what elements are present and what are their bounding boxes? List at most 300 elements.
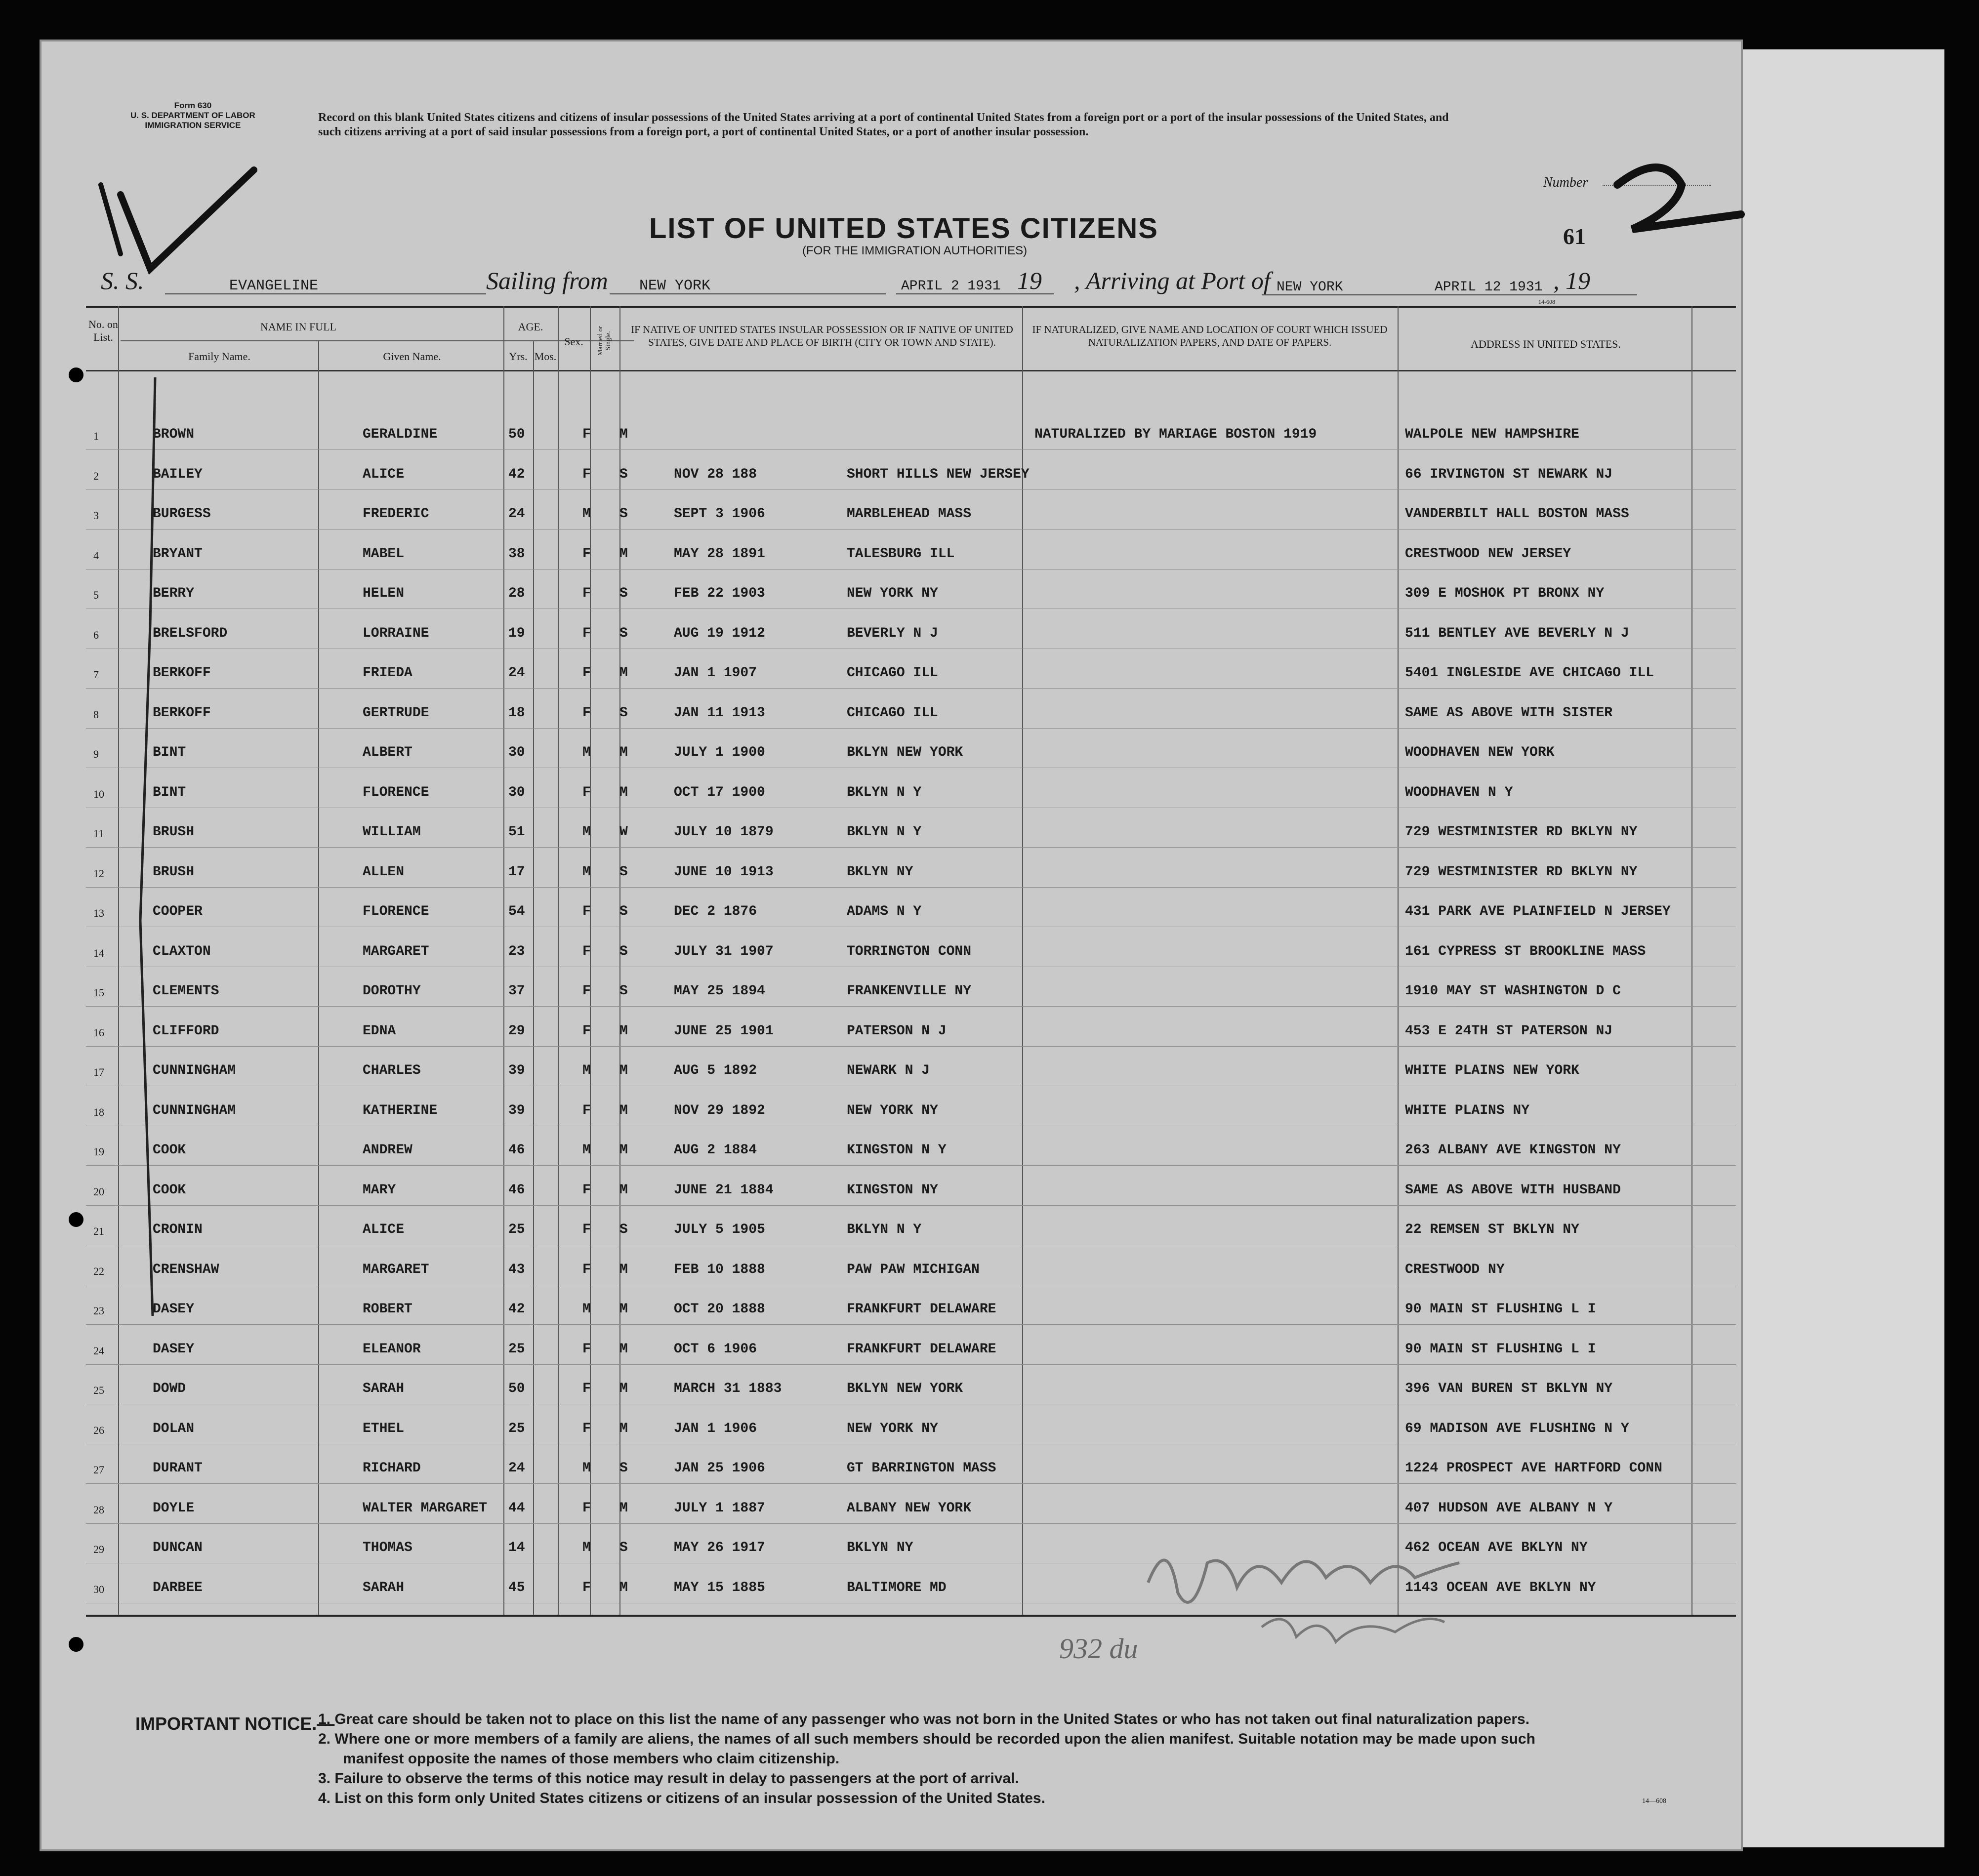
us-address: SAME AS ABOVE WITH SISTER — [1405, 705, 1613, 721]
family-name: BRYANT — [153, 546, 203, 562]
row-number: 16 — [93, 1026, 104, 1039]
birth-place: FRANKENVILLE NY — [847, 983, 972, 999]
age-years: 50 — [508, 427, 525, 442]
row-number: 10 — [93, 787, 104, 800]
birth-place: CHICAGO ILL — [847, 665, 938, 681]
row-ruling — [86, 1324, 1736, 1325]
sex: F — [582, 1381, 591, 1396]
family-name: DARBEE — [153, 1580, 203, 1595]
birth-date: DEC 2 1876 — [674, 904, 757, 919]
department-name: U. S. DEPARTMENT OF LABOR — [130, 111, 255, 120]
birth-date: NOV 28 188 — [674, 466, 757, 482]
birth-date: FEB 22 1903 — [674, 586, 765, 601]
service-name: IMMIGRATION SERVICE — [145, 121, 241, 130]
col-divider-no — [118, 306, 119, 1615]
notice-item-2-continued: manifest opposite the names of those members who claim citizenship. — [343, 1751, 840, 1767]
family-name: BINT — [153, 745, 186, 760]
age-years: 14 — [508, 1540, 525, 1555]
header-birth: IF NATIVE OF UNITED STATES INSULAR POSSESSION OR IF NATIVE OF UNITED STATES, GIVE DATE AND PLACE OF BIRTH (CITY OR TOWN AND STATE). — [631, 324, 1013, 348]
sex: F — [582, 1102, 591, 1118]
row-ruling — [86, 887, 1736, 888]
birth-date: JAN 1 1906 — [674, 1421, 757, 1436]
row-number: 29 — [93, 1543, 104, 1555]
birth-place: TORRINGTON CONN — [847, 943, 972, 959]
marital-status: S — [619, 1222, 628, 1237]
sex: F — [582, 705, 591, 721]
age-years: 38 — [508, 546, 525, 562]
marital-status: M — [619, 1500, 628, 1516]
row-number: 7 — [93, 668, 99, 681]
sailing-label: Sailing from — [486, 267, 608, 294]
page-title: LIST OF UNITED STATES CITIZENS — [649, 212, 1158, 245]
birth-date: JULY 10 1879 — [674, 824, 774, 840]
birth-place: NEW YORK NY — [847, 1421, 938, 1436]
age-years: 37 — [508, 983, 525, 999]
given-name: RICHARD — [363, 1461, 421, 1476]
sex: F — [582, 784, 591, 800]
us-address: 66 IRVINGTON ST NEWARK NJ — [1405, 466, 1613, 482]
arrival-port-underline — [1262, 294, 1430, 295]
family-name: BROWN — [153, 427, 195, 442]
us-address: 729 WESTMINISTER RD BKLYN NY — [1405, 824, 1638, 840]
row-number: 26 — [93, 1424, 104, 1436]
birth-date: MAY 15 1885 — [674, 1580, 765, 1595]
given-name: THOMAS — [363, 1540, 412, 1555]
birth-date: JAN 25 1906 — [674, 1461, 765, 1476]
row-ruling — [86, 847, 1736, 848]
row-number: 8 — [93, 708, 99, 721]
sex: M — [582, 1063, 591, 1078]
row-number: 15 — [93, 986, 104, 999]
birth-place: TALESBURG ILL — [847, 546, 955, 562]
family-name: BRUSH — [153, 824, 195, 840]
birth-place: CHICAGO ILL — [847, 705, 938, 721]
family-name: CLAXTON — [153, 943, 211, 959]
family-name: COOK — [153, 1142, 186, 1158]
ship-underline — [165, 293, 486, 294]
marital-status: S — [619, 864, 628, 880]
form-identifier — [130, 101, 255, 130]
sex: F — [582, 1182, 591, 1198]
age-years: 19 — [508, 625, 525, 641]
row-number: 19 — [93, 1145, 104, 1158]
marital-status: M — [619, 1421, 628, 1436]
birth-date: JUNE 21 1884 — [674, 1182, 774, 1198]
family-name: BINT — [153, 784, 186, 800]
birth-place: BKLYN NY — [847, 1540, 913, 1555]
given-name: FLORENCE — [363, 784, 429, 800]
manifest-page — [40, 40, 1743, 1851]
sex: M — [582, 506, 591, 522]
sex: M — [582, 1540, 591, 1555]
sex: M — [582, 745, 591, 760]
form-number: Form 630 — [174, 101, 212, 110]
us-address: 453 E 24TH ST PATERSON NJ — [1405, 1023, 1613, 1039]
col-divider-given — [503, 306, 504, 1615]
row-number: 25 — [93, 1384, 104, 1396]
us-address: 90 MAIN ST FLUSHING L I — [1405, 1341, 1596, 1357]
birth-date: JAN 1 1907 — [674, 665, 757, 681]
age-years: 39 — [508, 1063, 525, 1078]
birth-place: BKLYN NY — [847, 864, 913, 880]
marital-status: S — [619, 466, 628, 482]
header-family-name: Family Name. — [188, 350, 250, 363]
birth-date: JULY 1 1887 — [674, 1500, 765, 1516]
birth-date: OCT 20 1888 — [674, 1302, 765, 1317]
marital-status: M — [619, 665, 628, 681]
year-label-2: , 19 — [1553, 267, 1590, 294]
birth-place: GT BARRINGTON MASS — [847, 1461, 996, 1476]
table-top-border — [86, 306, 1736, 308]
birth-place: FRANKFURT DELAWARE — [847, 1341, 996, 1357]
marital-status: M — [619, 1182, 628, 1198]
age-years: 44 — [508, 1500, 525, 1516]
given-name: GERTRUDE — [363, 705, 429, 721]
family-name: CRONIN — [153, 1222, 203, 1237]
given-name: ROBERT — [363, 1302, 412, 1317]
family-name: DOLAN — [153, 1421, 195, 1436]
row-number: 9 — [93, 748, 99, 760]
given-name: ELEANOR — [363, 1341, 421, 1357]
birth-place: BKLYN NEW YORK — [847, 745, 963, 760]
given-name: CHARLES — [363, 1063, 421, 1078]
given-name: FLORENCE — [363, 904, 429, 919]
sex: M — [582, 824, 591, 840]
birth-date: MAY 26 1917 — [674, 1540, 765, 1555]
marital-status: M — [619, 1580, 628, 1595]
page-subtitle: (FOR THE IMMIGRATION AUTHORITIES) — [802, 244, 1028, 257]
family-name: BRELSFORD — [153, 625, 228, 641]
sex: F — [582, 904, 591, 919]
sex: M — [582, 1142, 591, 1158]
row-number: 27 — [93, 1464, 104, 1476]
family-name: BAILEY — [153, 466, 203, 482]
sex: F — [582, 466, 591, 482]
age-years: 29 — [508, 1023, 525, 1039]
us-address: 5401 INGLESIDE AVE CHICAGO ILL — [1405, 665, 1654, 681]
row-ruling — [86, 728, 1736, 729]
us-address: 309 E MOSHOK PT BRONX NY — [1405, 586, 1605, 601]
family-name: COOPER — [153, 904, 203, 919]
row-ruling — [86, 489, 1736, 490]
age-years: 25 — [508, 1341, 525, 1357]
header-married-single: Married or Single. — [597, 326, 612, 356]
row-ruling — [86, 569, 1736, 570]
sex: F — [582, 546, 591, 562]
birth-place: FRANKFURT DELAWARE — [847, 1302, 996, 1317]
row-ruling — [86, 1046, 1736, 1047]
age-years: 28 — [508, 586, 525, 601]
notice-item-2: 2. Where one or more members of a family are aliens, the names of all such members should be recorded upon the alien manifest. Suitable notation may be made upon such — [318, 1731, 1535, 1747]
row-ruling — [86, 1006, 1736, 1007]
birth-place: BKLYN NEW YORK — [847, 1381, 963, 1396]
birth-date: MAY 25 1894 — [674, 983, 765, 999]
family-name: DASEY — [153, 1302, 195, 1317]
row-ruling — [86, 1483, 1736, 1484]
age-years: 51 — [508, 824, 525, 840]
row-ruling — [86, 1364, 1736, 1365]
header-no: No. on List. — [88, 318, 118, 343]
age-years: 25 — [508, 1421, 525, 1436]
handwritten-number-2 — [1603, 155, 1751, 254]
us-address: 263 ALBANY AVE KINGSTON NY — [1405, 1142, 1621, 1158]
us-address: 407 HUDSON AVE ALBANY N Y — [1405, 1500, 1613, 1516]
number-label: Number — [1543, 175, 1588, 190]
age-years: 25 — [508, 1222, 525, 1237]
birth-place: BALTIMORE MD — [847, 1580, 947, 1595]
given-name: MARY — [363, 1182, 396, 1198]
header-bottom-border — [86, 370, 1736, 371]
col-divider-address — [1691, 306, 1692, 1615]
sex: F — [582, 665, 591, 681]
row-number: 14 — [93, 946, 104, 959]
row-number: 1 — [93, 430, 99, 442]
notice-item-3: 3. Failure to observe the terms of this notice may result in delay to passengers at the port of arrival. — [318, 1770, 1019, 1787]
given-name: DOROTHY — [363, 983, 421, 999]
sex: F — [582, 1023, 591, 1039]
us-address: 431 PARK AVE PLAINFIELD N JERSEY — [1405, 904, 1671, 919]
birth-date: AUG 5 1892 — [674, 1063, 757, 1078]
birth-place: BKLYN N Y — [847, 824, 922, 840]
given-name: ETHEL — [363, 1421, 405, 1436]
sex: F — [582, 1262, 591, 1277]
age-years: 46 — [508, 1182, 525, 1198]
header-address: ADDRESS IN UNITED STATES. — [1471, 338, 1621, 350]
us-address: CRESTWOOD NEW JERSEY — [1405, 546, 1571, 562]
us-address: VANDERBILT HALL BOSTON MASS — [1405, 506, 1629, 522]
marital-status: S — [619, 943, 628, 959]
row-number: 5 — [93, 589, 99, 601]
binder-hole — [69, 1637, 83, 1652]
birth-date: JULY 1 1900 — [674, 745, 765, 760]
not-admitted-stamp — [125, 377, 185, 437]
row-number: 18 — [93, 1105, 104, 1118]
given-name: SARAH — [363, 1381, 405, 1396]
arrival-date-underline — [1430, 294, 1637, 295]
us-address: 396 VAN BUREN ST BKLYN NY — [1405, 1381, 1613, 1396]
birth-place: BEVERLY N J — [847, 625, 938, 641]
marital-status: M — [619, 546, 628, 562]
marital-status: M — [619, 1102, 628, 1118]
handwritten-check-mark — [91, 155, 298, 284]
header-sub-divider — [121, 340, 634, 341]
col-divider-naturalized — [1398, 306, 1399, 1615]
sex: F — [582, 943, 591, 959]
binder-hole — [69, 367, 83, 382]
family-name: CUNNINGHAM — [153, 1063, 236, 1078]
marital-status: S — [619, 983, 628, 999]
birth-place: NEWARK N J — [847, 1063, 930, 1078]
birth-place: BKLYN N Y — [847, 784, 922, 800]
marital-status: M — [619, 1341, 628, 1357]
birth-date: AUG 2 1884 — [674, 1142, 757, 1158]
us-address: 462 OCEAN AVE BKLYN NY — [1405, 1540, 1588, 1555]
given-name: HELEN — [363, 586, 405, 601]
sex: M — [582, 1461, 591, 1476]
sailing-date: APRIL 2 1931 — [901, 279, 1001, 294]
given-name: ALICE — [363, 466, 405, 482]
birth-place: PAW PAW MICHIGAN — [847, 1262, 980, 1277]
marital-status: M — [619, 427, 628, 442]
header-mos: Mos. — [534, 350, 557, 363]
arriving-label: , Arriving at Port of — [1074, 267, 1271, 294]
binder-hole — [69, 1212, 83, 1227]
row-ruling — [86, 449, 1736, 450]
birth-place: KINGSTON N Y — [847, 1142, 947, 1158]
inspector-signature — [1138, 1523, 1484, 1672]
given-name: ALLEN — [363, 864, 405, 880]
marital-status: W — [619, 824, 628, 840]
marital-status: M — [619, 1023, 628, 1039]
age-years: 30 — [508, 784, 525, 800]
arrival-date: APRIL 12 1931 — [1435, 280, 1543, 295]
birth-date: OCT 17 1900 — [674, 784, 765, 800]
family-name: DOWD — [153, 1381, 186, 1396]
birth-date: JUNE 10 1913 — [674, 864, 774, 880]
header-naturalized: IF NATURALIZED, GIVE NAME AND LOCATION OF COURT WHICH ISSUED NATURALIZATION PAPERS, AND DATE OF PAPERS. — [1032, 324, 1388, 348]
us-address: WHITE PLAINS NEW YORK — [1405, 1063, 1579, 1078]
birth-place: NEW YORK NY — [847, 586, 938, 601]
age-years: 39 — [508, 1102, 525, 1118]
us-address: 1224 PROSPECT AVE HARTFORD CONN — [1405, 1461, 1662, 1476]
marital-status: M — [619, 745, 628, 760]
age-years: 43 — [508, 1262, 525, 1277]
sailing-port: NEW YORK — [639, 278, 711, 294]
given-name: WILLIAM — [363, 824, 421, 840]
sex: F — [582, 983, 591, 999]
us-address: 90 MAIN ST FLUSHING L I — [1405, 1302, 1596, 1317]
given-name: FREDERIC — [363, 506, 429, 522]
us-address: 69 MADISON AVE FLUSHING N Y — [1405, 1421, 1629, 1436]
family-name: DASEY — [153, 1341, 195, 1357]
col-divider-married — [619, 306, 620, 1615]
birth-place: BKLYN N Y — [847, 1222, 922, 1237]
marital-status: S — [619, 705, 628, 721]
ss-label: S. S. — [101, 267, 144, 294]
age-years: 46 — [508, 1142, 525, 1158]
sex: M — [582, 864, 591, 880]
birth-place: NEW YORK NY — [847, 1102, 938, 1118]
birth-date: SEPT 3 1906 — [674, 506, 765, 522]
row-number: 6 — [93, 628, 99, 641]
printer-code: 14-608 — [1538, 298, 1555, 305]
us-address: 511 BENTLEY AVE BEVERLY N J — [1405, 625, 1629, 641]
given-name: EDNA — [363, 1023, 396, 1039]
age-years: 23 — [508, 943, 525, 959]
us-address: WHITE PLAINS NY — [1405, 1102, 1530, 1118]
row-number: 30 — [93, 1583, 104, 1595]
birth-date: JAN 11 1913 — [674, 705, 765, 721]
list-number: 61 — [1563, 224, 1586, 249]
notice-item-4: 4. List on this form only United States citizens or citizens of an insular possession of the United States. — [318, 1790, 1045, 1806]
birth-date: FEB 10 1888 — [674, 1262, 765, 1277]
age-years: 24 — [508, 506, 525, 522]
family-name: BERKOFF — [153, 665, 211, 681]
sex: M — [582, 1302, 591, 1317]
us-address: 729 WESTMINISTER RD BKLYN NY — [1405, 864, 1638, 880]
given-name: MABEL — [363, 546, 405, 562]
family-name: DURANT — [153, 1461, 203, 1476]
row-number: 11 — [93, 827, 104, 840]
given-name: WALTER MARGARET — [363, 1500, 488, 1516]
header-sex: Sex. — [564, 335, 583, 348]
birth-date: AUG 19 1912 — [674, 625, 765, 641]
notice-printer-code: 14—608 — [1642, 1797, 1666, 1805]
age-years: 24 — [508, 665, 525, 681]
family-name: COOK — [153, 1182, 186, 1198]
row-ruling — [86, 1165, 1736, 1166]
birth-place: ALBANY NEW YORK — [847, 1500, 972, 1516]
row-number: 20 — [93, 1185, 104, 1198]
age-years: 18 — [508, 705, 525, 721]
sailing-date-underline — [896, 293, 1054, 294]
marital-status: M — [619, 1302, 628, 1317]
given-name: MARGARET — [363, 943, 429, 959]
birth-place: SHORT HILLS NEW JERSEY — [847, 466, 1030, 482]
marital-status: M — [619, 1063, 628, 1078]
age-years: 50 — [508, 1381, 525, 1396]
us-address: 1143 OCEAN AVE BKLYN NY — [1405, 1580, 1596, 1595]
family-name: CUNNINGHAM — [153, 1102, 236, 1118]
given-name: SARAH — [363, 1580, 405, 1595]
row-number: 22 — [93, 1264, 104, 1277]
row-number: 2 — [93, 469, 99, 482]
sex: F — [582, 1500, 591, 1516]
marital-status: S — [619, 1540, 628, 1555]
family-name: BERKOFF — [153, 705, 211, 721]
family-name: CLIFFORD — [153, 1023, 219, 1039]
col-divider-mos — [558, 306, 559, 1615]
birth-date: JULY 31 1907 — [674, 943, 774, 959]
family-name: BERRY — [153, 586, 195, 601]
header-age: AGE. — [518, 321, 543, 333]
sailing-port-underline — [610, 293, 886, 294]
header-yrs: Yrs. — [509, 350, 528, 363]
us-address: WALPOLE NEW HAMPSHIRE — [1405, 427, 1579, 442]
us-address: 22 REMSEN ST BKLYN NY — [1405, 1222, 1579, 1237]
col-divider-birth — [1022, 306, 1023, 1615]
col-divider-family — [318, 340, 319, 1615]
table-bottom-border — [86, 1615, 1736, 1617]
form-instructions: Record on this blank United States citizens and citizens of insular possessions of the United States arriving at a port of continental United States from a foreign port or a port of the insular possessions of the United States, and such citizens arriving at a port of said insular possessions from a foreign port, a port of continental United States, or a port of another insular possession. — [318, 111, 1449, 138]
naturalization-details: NATURALIZED BY MARIAGE BOSTON 1919 — [1034, 427, 1317, 442]
marital-status: S — [619, 904, 628, 919]
birth-place: PATERSON N J — [847, 1023, 947, 1039]
marital-status: S — [619, 625, 628, 641]
marital-status: M — [619, 1381, 628, 1396]
row-number: 17 — [93, 1066, 104, 1078]
family-name: DOYLE — [153, 1500, 195, 1516]
underlying-page — [1729, 49, 1944, 1847]
sex: F — [582, 1421, 591, 1436]
marital-status: M — [619, 1142, 628, 1158]
family-name: CLEMENTS — [153, 983, 219, 999]
ship-name: EVANGELINE — [229, 278, 319, 294]
age-years: 45 — [508, 1580, 525, 1595]
col-divider-sex — [590, 306, 591, 1615]
given-name: GERALDINE — [363, 427, 438, 442]
sex: F — [582, 625, 591, 641]
row-number: 3 — [93, 509, 99, 522]
row-ruling — [86, 529, 1736, 530]
header-name-in-full: NAME IN FULL — [260, 321, 336, 333]
given-name: MARGARET — [363, 1262, 429, 1277]
given-name: KATHERINE — [363, 1102, 438, 1118]
marital-status: M — [619, 1262, 628, 1277]
sex: F — [582, 1222, 591, 1237]
row-number: 23 — [93, 1305, 104, 1317]
row-ruling — [86, 688, 1736, 689]
